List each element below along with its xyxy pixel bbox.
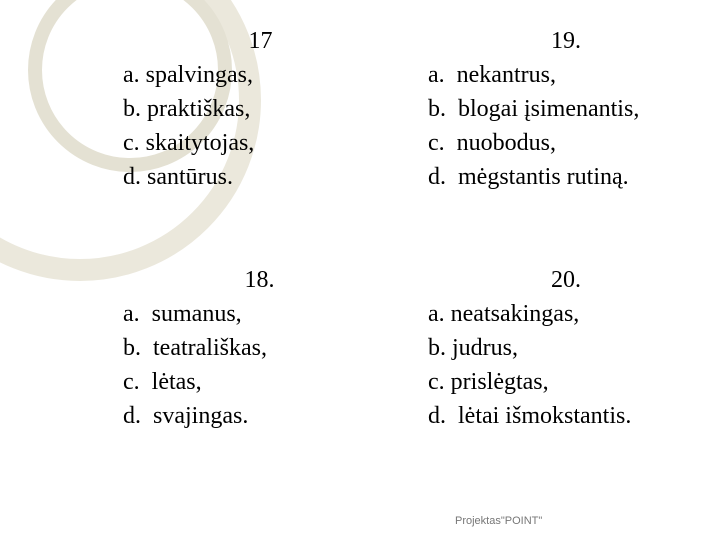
option-d: d. santūrus. bbox=[123, 164, 233, 190]
question-number: 18. bbox=[244, 267, 275, 293]
option-d: d. lėtai išmokstantis. bbox=[428, 403, 632, 429]
question-number: 17 bbox=[248, 28, 273, 54]
option-b: b. judrus, bbox=[428, 335, 518, 361]
option-b: b. teatrališkas, bbox=[123, 335, 267, 361]
option-a: a. sumanus, bbox=[123, 301, 242, 327]
option-c: c. nuobodus, bbox=[428, 130, 556, 156]
option-c: c. lėtas, bbox=[123, 369, 202, 395]
option-a: a. neatsakingas, bbox=[428, 301, 580, 327]
question-number: 20. bbox=[551, 267, 581, 293]
question-19 bbox=[428, 24, 708, 194]
question-20 bbox=[428, 263, 708, 433]
option-a: a. spalvingas, bbox=[123, 62, 253, 88]
question-number: 19. bbox=[551, 28, 581, 54]
option-d: d. svajingas. bbox=[123, 403, 249, 429]
option-c: c. skaitytojas, bbox=[123, 130, 255, 156]
option-b: b. praktiškas, bbox=[123, 96, 251, 122]
footer-project-label: Projektas"POINT" bbox=[455, 515, 543, 527]
question-18 bbox=[123, 263, 403, 433]
question-17 bbox=[123, 24, 403, 194]
option-d: d. mėgstantis rutiną. bbox=[428, 164, 629, 190]
option-b: b. blogai įsimenantis, bbox=[428, 96, 640, 122]
option-a: a. nekantrus, bbox=[428, 62, 556, 88]
option-c: c. prislėgtas, bbox=[428, 369, 549, 395]
